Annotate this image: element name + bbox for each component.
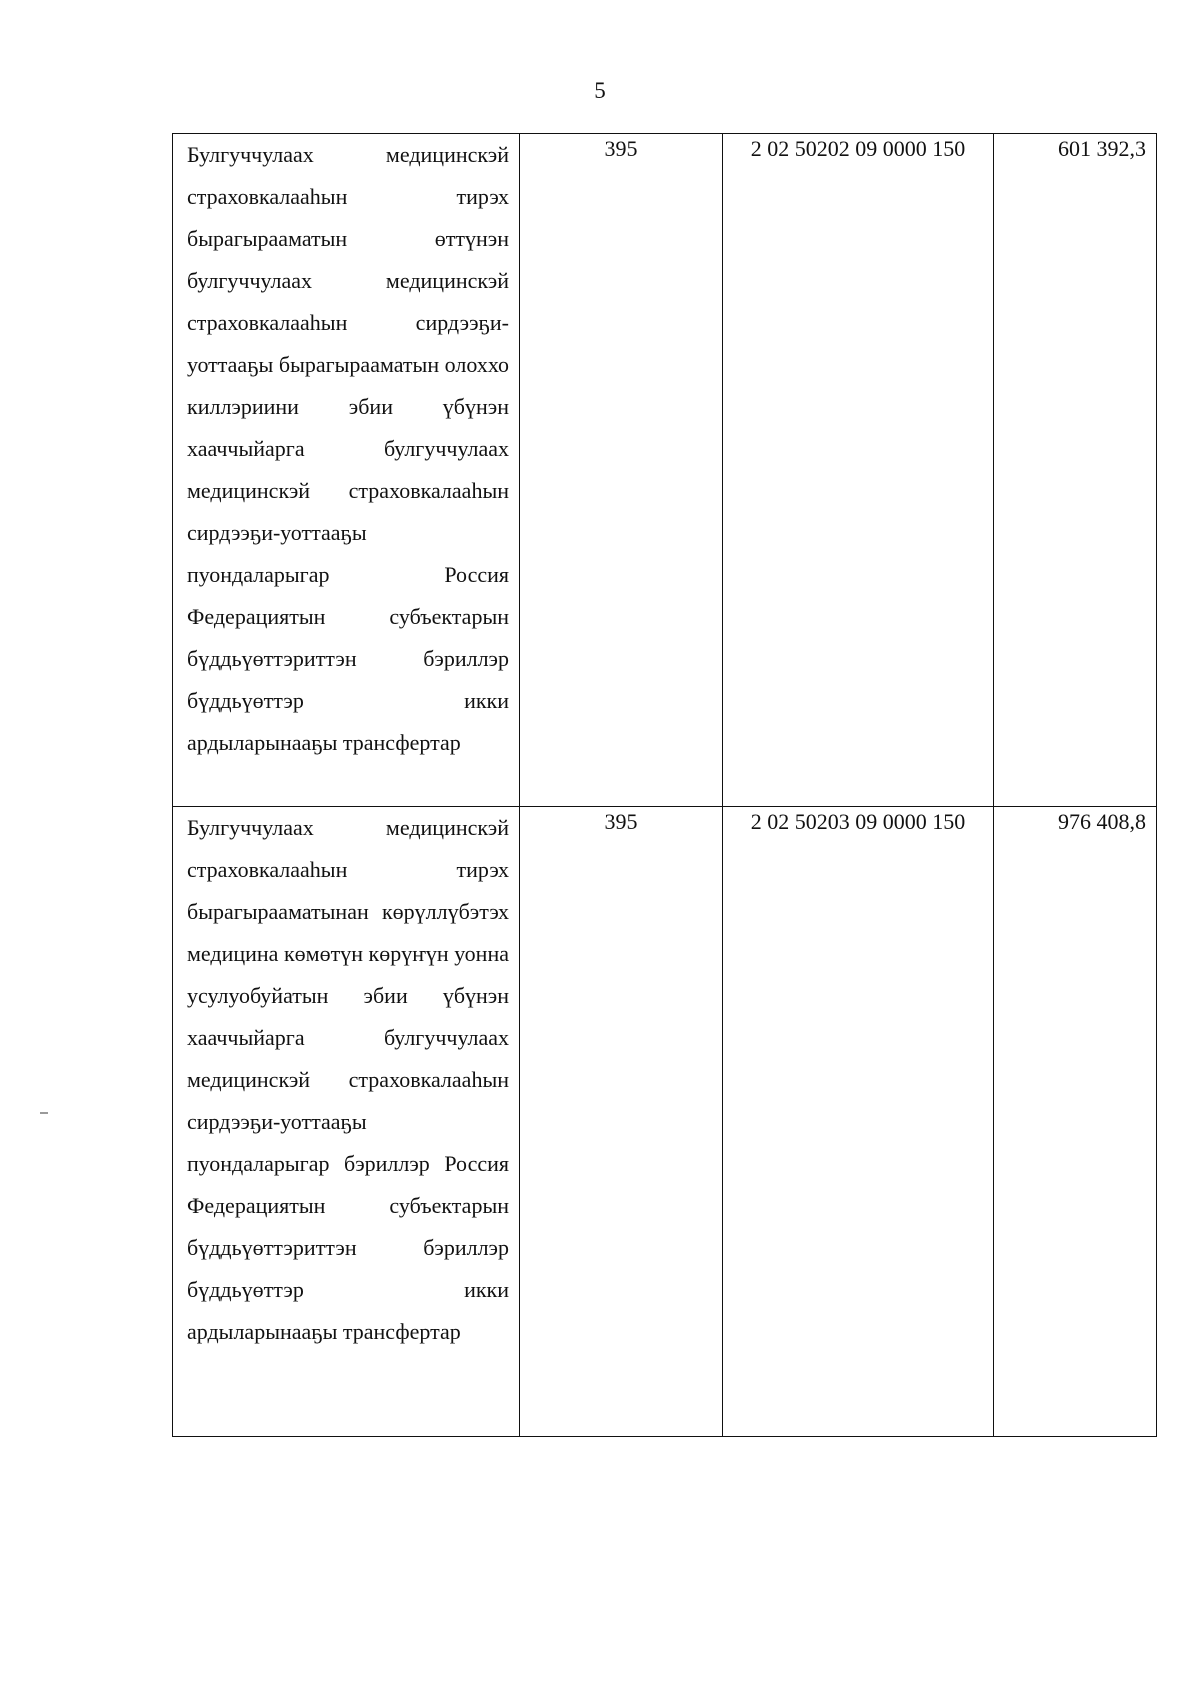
row-amount: 601 392,3 xyxy=(1058,136,1146,161)
table-cell-admin-code xyxy=(520,134,723,807)
row-budget-code: 2 02 50202 09 0000 150 xyxy=(750,136,966,161)
table-cell-name xyxy=(173,134,520,807)
row-admin-code: 395 xyxy=(604,809,638,834)
table-cell-budget-code xyxy=(723,807,994,1437)
page-number: 5 xyxy=(594,78,606,103)
table-cell-admin-code xyxy=(520,807,723,1437)
table-row xyxy=(173,134,1157,807)
budget-table xyxy=(172,133,1157,1437)
row-admin-code: 395 xyxy=(604,136,638,161)
row-name-text: Булгуччулаах медицинскэй страховкалааһын тирэх бырагырааматын өттүнэн булгуччулаах медицинскэй страховкалааһын сирдээҕи-уоттааҕы бырагырааматын олоххо киллэриини эбии үбүнэн хааччыйарга булгуччулаах медицинскэй страховкалааһын сирдээҕи-уоттааҕы пуондаларыгар Россия Федерациятын субъектарын бүддьүөттэриттэн бэриллэр бүддьүөттэр икки ардыларынааҕы трансфертар xyxy=(187,142,509,755)
table-cell-amount xyxy=(994,807,1157,1437)
row-amount: 976 408,8 xyxy=(1058,809,1146,834)
row-name-text: Булгуччулаах медицинскэй страховкалааһын тирэх бырагырааматынан көрүллүбэтэх медицина көмөтүн көрүҥүн уонна усулуобуйатын эбии үбүнэн хааччыйарга булгуччулаах медицинскэй страховкалааһын сирдээҕи-уоттааҕы пуондаларыгар бэриллэр Россия Федерациятын субъектарын бүддьүөттэриттэн бэриллэр бүддьүөттэр икки ардыларынааҕы трансфертар xyxy=(187,815,509,1344)
table-cell-name xyxy=(173,807,520,1437)
table-cell-amount xyxy=(994,134,1157,807)
table-cell-budget-code xyxy=(723,134,994,807)
row-budget-code: 2 02 50203 09 0000 150 xyxy=(750,809,966,834)
table-row xyxy=(173,807,1157,1437)
scan-mark xyxy=(40,1112,48,1114)
